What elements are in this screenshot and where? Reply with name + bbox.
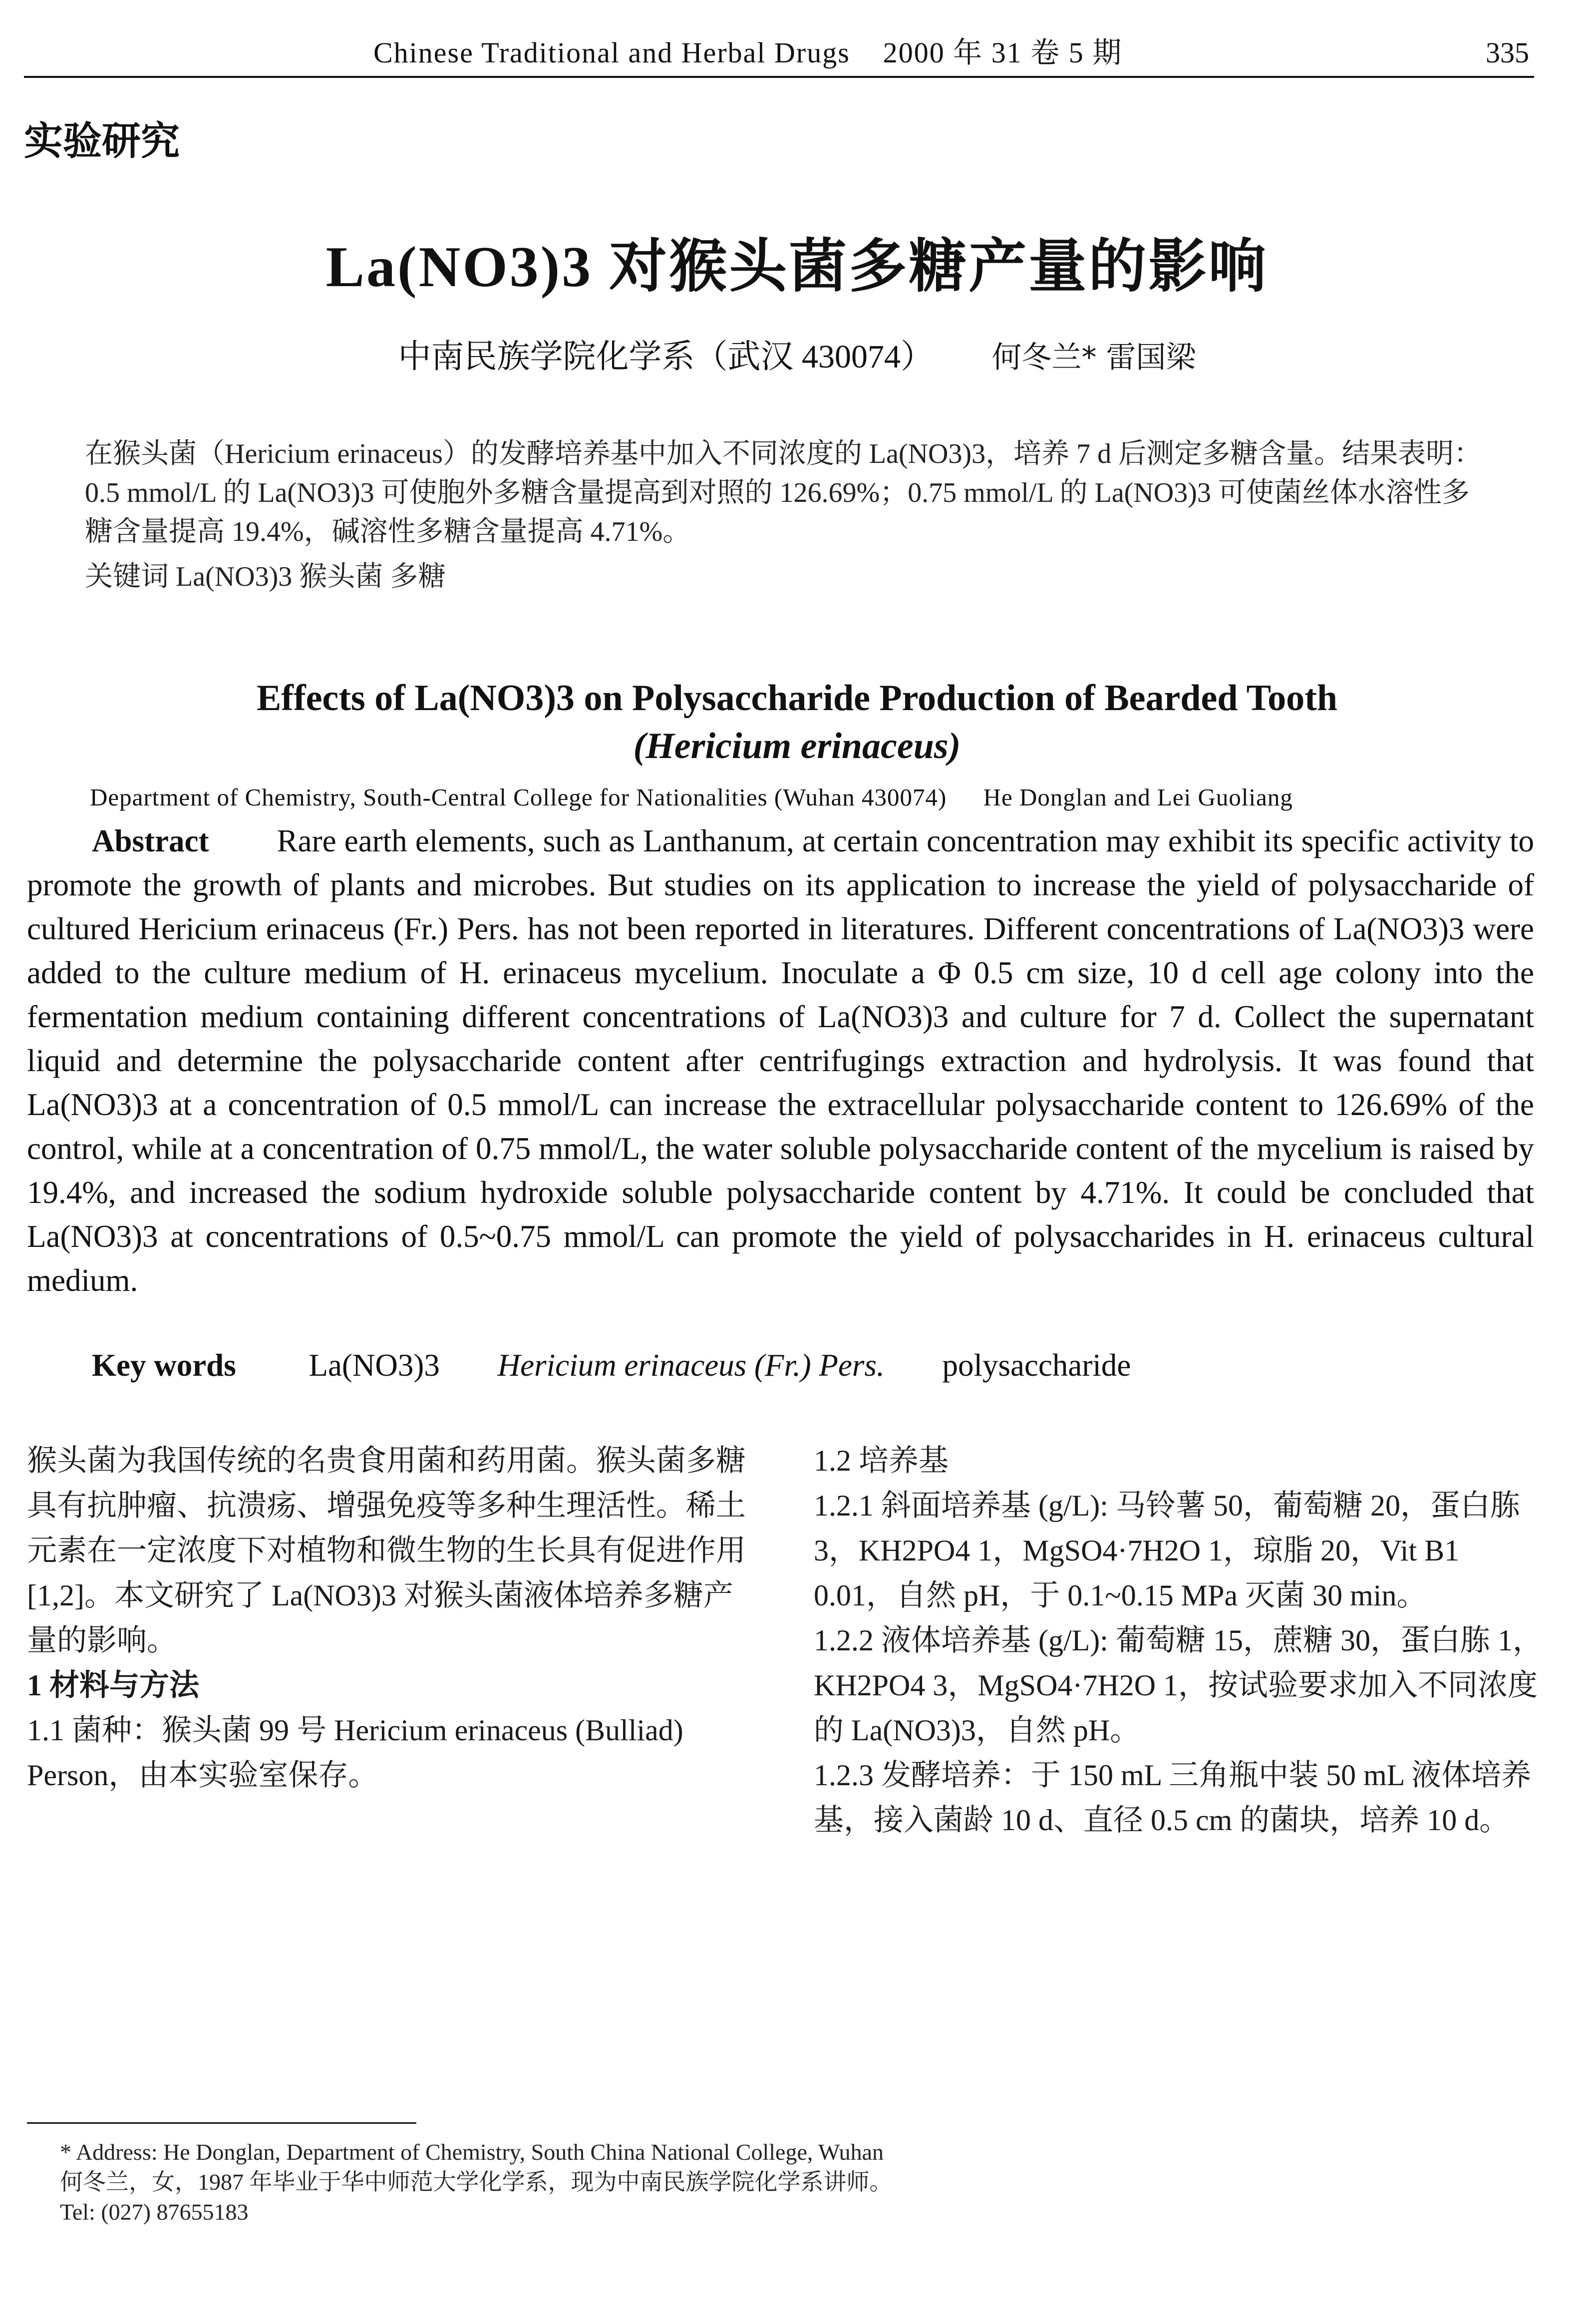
body-paragraph: 猴头菌为我国传统的名贵食用菌和药用菌。猴头菌多糖具有抗肿瘤、抗溃疡、增强免疫等多种生理活性。稀土元素在一定浓度下对植物和微生物的生长具有促进作用 [1,2]。本文研究了 La(NO3)3 对猴头菌液体培养多糖产量的影响。 (27, 1444, 746, 1657)
keyword-item: polysaccharide (942, 1348, 1131, 1383)
keyword-item: Hericium erinaceus (Fr.) Pers. (497, 1348, 885, 1383)
running-header (24, 30, 1534, 78)
abstract-label: Abstract (92, 823, 209, 858)
chinese-abstract-body: 在猴头菌（Hericium erinaceus）的发酵培养基中加入不同浓度的 La(NO3)3，培养 7 d 后测定多糖含量。结果表明：0.5 mmol/L 的 La(NO3)3 可使胞外多糖含量提高到对照的 126.69%；0.75 mmol/L 的 La(NO3)3 可使菌丝体水溶性多糖含量提高 19.4%，碱溶性多糖含量提高 4.71%。 (85, 438, 1482, 547)
english-keywords (27, 1343, 1534, 1387)
body-paragraph: 1.1 菌种：猴头菌 99 号 Hericium erinaceus (Bulliad) Person，由本实验室保存。 (27, 1714, 683, 1792)
body-paragraph: 1.2.3 发酵培养：于 150 mL 三角瓶中装 50 mL 液体培养基，接入菌龄 10 d、直径 0.5 cm 的菌块，培养 10 d。 (814, 1759, 1532, 1837)
chinese-authors (0, 330, 1594, 377)
abstract-body: Rare earth elements, such as Lanthanum, at certain concentration may exhibit its specific activity to promote the growth of plants and microbes. But studies on its application to increase the yield of polysaccharide of cultured Hericium erinaceus (Fr.) Pers. has not been reported in literatures. Different concentrations of La(NO3)3 were added to the culture medium of H. erinaceus mycelium. Inoculate a Φ 0.5 cm size, 10 d cell age colony into the fermentation medium containing different concentrations of La(NO3)3 and culture for 7 d. Collect the supernatant liquid and determine the polysaccharide content after centrifugings extraction and hydrolysis. It was found that La(NO3)3 at a concentration of 0.5 mmol/L can increase the extracellular polysaccharide content to 126.69% of the control, while at a concentration of 0.75 mmol/L, the water soluble polysaccharide content of the mycelium is raised by 19.4%, and increased the sodium hydroxide soluble polysaccharide content by 4.71%. It could be concluded that La(NO3)3 at concentrations of 0.5~0.75 mmol/L can promote the yield of polysaccharides in H. erinaceus cultural medium. (27, 823, 1534, 1298)
english-title (0, 674, 1594, 770)
chinese-keywords: 关键词 La(NO3)3 猴头菌 多糖 (85, 561, 446, 592)
chinese-affiliation: 中南民族学院化学系（武汉 430074） (398, 339, 934, 375)
chinese-abstract (85, 434, 1489, 596)
section-tag: 实验研究 (24, 119, 180, 163)
section-heading: 1 材料与方法 (27, 1669, 199, 1702)
chinese-title: La(NO3)3 对猴头菌多糖产量的影响 (325, 235, 1269, 299)
body-column-left (27, 1438, 756, 1798)
footnote (60, 2137, 1494, 2227)
page-number: 335 (1486, 36, 1529, 69)
keywords-label: Key words (92, 1348, 236, 1383)
footnote-bio: 何冬兰，女，1987 年毕业于华中师范大学化学系，现为中南民族学院化学系讲师。 (60, 2169, 893, 2195)
footnote-address: * Address: He Donglan, Department of Chemistry, South China National College, Wuhan (60, 2139, 884, 2165)
english-affiliation (90, 783, 1524, 811)
body-paragraph: 1.2.2 液体培养基 (g/L): 葡萄糖 15，蔗糖 30，蛋白胨 1，KH2PO4 3，MgSO4·7H2O 1，按试验要求加入不同浓度的 La(NO3)3，自然 pH。 (814, 1624, 1543, 1747)
affiliation-text: Department of Chemistry, South-Central College for Nationalities (Wuhan 430074) (90, 783, 947, 811)
body-paragraph: 1.2.1 斜面培养基 (g/L): 马铃薯 50，葡萄糖 20，蛋白胨 3，KH2PO4 1，MgSO4·7H2O 1，琼脂 20，Vit B1 0.01，自然 pH，于 0.1~0.15 MPa 灭菌 30 min。 (814, 1489, 1520, 1612)
keyword-item: La(NO3)3 (309, 1348, 440, 1383)
english-title-line2: (Hericium erinaceus) (633, 726, 961, 767)
footnote-divider (27, 2122, 416, 2124)
english-abstract (27, 819, 1534, 1302)
running-header-journal: Chinese Traditional and Herbal Drugs 2000 年 31 卷 5 期 (373, 36, 1123, 69)
body-column-right (814, 1438, 1543, 1843)
subsection-heading: 1.2 培养基 (814, 1444, 949, 1477)
english-title-line1: Effects of La(NO3)3 on Polysaccharide Production of Bearded Tooth (256, 678, 1338, 719)
chinese-author-names: 何冬兰* 雷国梁 (991, 340, 1196, 375)
affiliation-authors: He Donglan and Lei Guoliang (983, 783, 1293, 811)
footnote-phone: Tel: (027) 87655183 (60, 2199, 249, 2225)
